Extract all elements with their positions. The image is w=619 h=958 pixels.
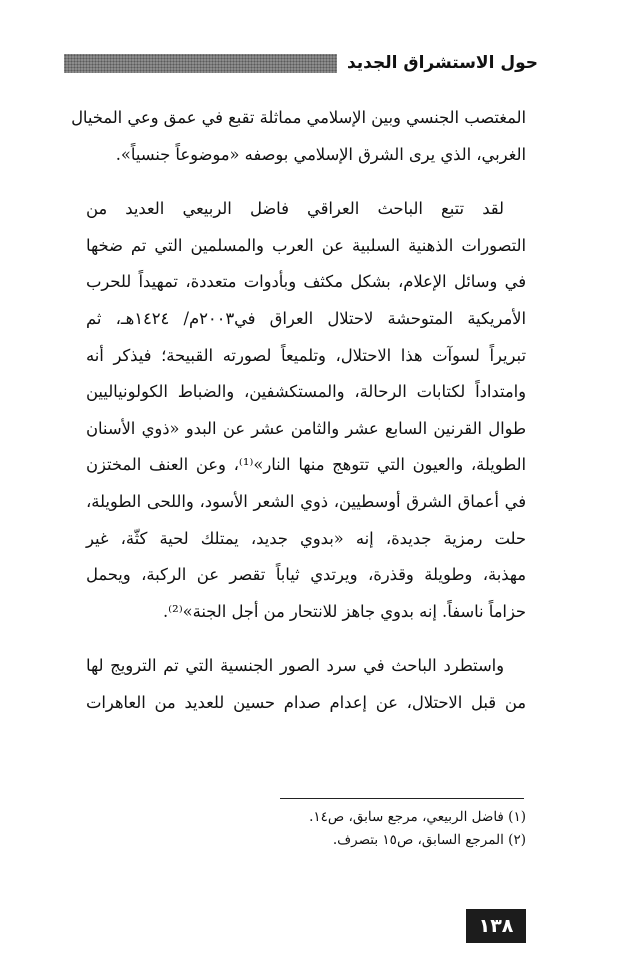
text-line: تبريراً لسوآت هذا الاحتلال، وتلميعاً لصورته القبيحة؛ فيذكر أنه <box>86 345 526 365</box>
footnotes <box>86 806 526 852</box>
text-line: في أعماق الشرق أوسطيين، ذوي الشعر الأسود، واللحى الطويلة، <box>86 491 526 511</box>
header-decorative-bar <box>64 54 337 73</box>
page-number-badge <box>466 909 526 943</box>
footnote-1: (١) فاضل الربيعي، مرجع سابق، ص١٤. <box>309 809 526 825</box>
text-line: الطويلة، والعيون التي تتوهج منها النار»⁽¹⁾، وعن العنف المختزن <box>86 455 526 475</box>
paragraph <box>86 648 526 721</box>
running-header <box>64 50 538 76</box>
text-line: طوال القرنين السابع عشر والثامن عشر عن البدو «ذوي الأسنان <box>86 418 526 438</box>
text-line: في وسائل الإعلام، بشكل مكثف وبأدوات متعددة، تمهيداً للحرب <box>86 272 526 292</box>
text-line: حلت رمزية جديدة، إنه «بدوي جديد، يمتلك لحية كثّة، غير <box>86 528 526 548</box>
text-line: مهذبة، وطويلة وقذرة، ويرتدي ثياباً تقصر عن الركبة، ويحمل <box>86 565 526 585</box>
text-line: الأمريكية المتوحشة لاحتلال العراق في٢٠٠٣م/ ١٤٢٤هـ، ثم <box>86 308 526 328</box>
paragraph <box>71 100 526 173</box>
text-line: حزاماً ناسفاً. إنه بدوي جاهز للانتحار من أجل الجنة»⁽²⁾. <box>162 601 526 621</box>
text-line: وامتداداً لكتابات الرحالة، والمستكشفين، والضباط الكولونياليين <box>86 382 526 402</box>
text-line: واستطرد الباحث في سرد الصور الجنسية التي تم الترويج لها <box>86 656 504 676</box>
running-header-title: حول الاستشراق الجديد <box>346 53 538 73</box>
text-line: التصورات الذهنية السلبية عن العرب والمسلمين التي تم ضخها <box>86 235 526 255</box>
text-line: المغتصب الجنسي وبين الإسلامي مماثلة تقبع في عمق وعي المخيال <box>71 108 526 127</box>
footnote-2: (٢) المرجع السابق، ص١٥ بتصرف. <box>332 832 526 848</box>
text-line: لقد تتبع الباحث العراقي فاضل الربيعي العديد من <box>86 199 504 219</box>
paragraph <box>86 191 526 630</box>
text-line: الغربي، الذي يرى الشرق الإسلامي بوصفه «موضوعاً جنسياً». <box>115 144 526 164</box>
text-line: من قبل الاحتلال، عن إعدام صدام حسين للعديد من العاهرات <box>86 692 526 712</box>
footnote-separator <box>280 798 524 799</box>
body-text <box>71 100 526 722</box>
page-number: ١٣٨ <box>478 915 514 937</box>
